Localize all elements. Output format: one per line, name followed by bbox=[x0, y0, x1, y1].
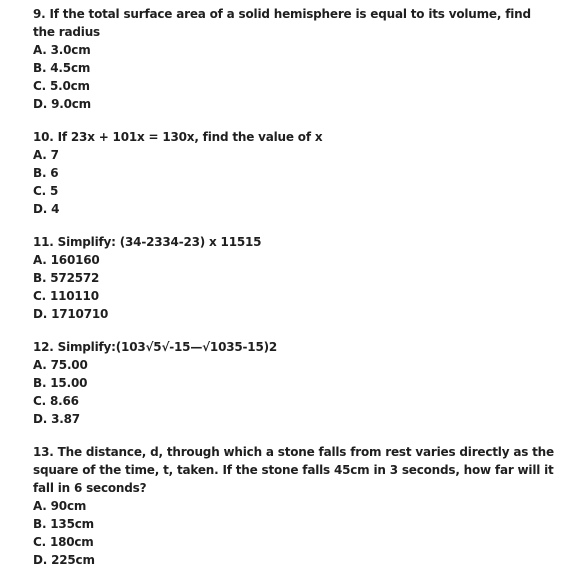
option-d: D. 3.87 bbox=[33, 412, 80, 426]
option-list bbox=[33, 146, 554, 218]
option-d: D. 9.0cm bbox=[33, 97, 91, 111]
option-c: C. 8.66 bbox=[33, 394, 79, 408]
option-a: A. 7 bbox=[33, 148, 59, 162]
option-d: D. 4 bbox=[33, 202, 60, 216]
option-a: A. 75.00 bbox=[33, 358, 88, 372]
question-text: 9. If the total surface area of a solid hemisphere is equal to its volume, find the radius bbox=[33, 7, 531, 39]
question-text: 11. Simplify: (34-2334-23) x 11515 bbox=[33, 235, 262, 249]
option-a: A. 3.0cm bbox=[33, 43, 91, 57]
option-list bbox=[33, 497, 554, 569]
question-text: 12. Simplify:(103√5√-15—√1035-15)2 bbox=[33, 340, 278, 354]
option-b: B. 15.00 bbox=[33, 376, 88, 390]
option-list bbox=[33, 41, 554, 113]
option-a: A. 90cm bbox=[33, 499, 87, 513]
option-b: B. 6 bbox=[33, 166, 59, 180]
option-list bbox=[33, 356, 554, 428]
question-text: 13. The distance, d, through which a stone falls from rest varies directly as the square of the time, t, taken. If the stone falls 45cm in 3 seconds, how far will it fall in 6 seconds? bbox=[33, 445, 554, 495]
option-c: C. 180cm bbox=[33, 535, 94, 549]
option-b: B. 4.5cm bbox=[33, 61, 91, 75]
option-c: C. 110110 bbox=[33, 289, 99, 303]
question-text: 10. If 23x + 101x = 130x, find the value of x bbox=[33, 130, 323, 144]
question-11 bbox=[33, 233, 554, 323]
option-b: B. 572572 bbox=[33, 271, 100, 285]
question-12 bbox=[33, 338, 554, 428]
option-c: C. 5 bbox=[33, 184, 59, 198]
option-b: B. 135cm bbox=[33, 517, 94, 531]
option-c: C. 5.0cm bbox=[33, 79, 90, 93]
question-13 bbox=[33, 443, 554, 569]
question-9 bbox=[33, 5, 554, 113]
option-d: D. 1710710 bbox=[33, 307, 109, 321]
question-10 bbox=[33, 128, 554, 218]
option-a: A. 160160 bbox=[33, 253, 100, 267]
option-list bbox=[33, 251, 554, 323]
option-d: D. 225cm bbox=[33, 553, 95, 567]
